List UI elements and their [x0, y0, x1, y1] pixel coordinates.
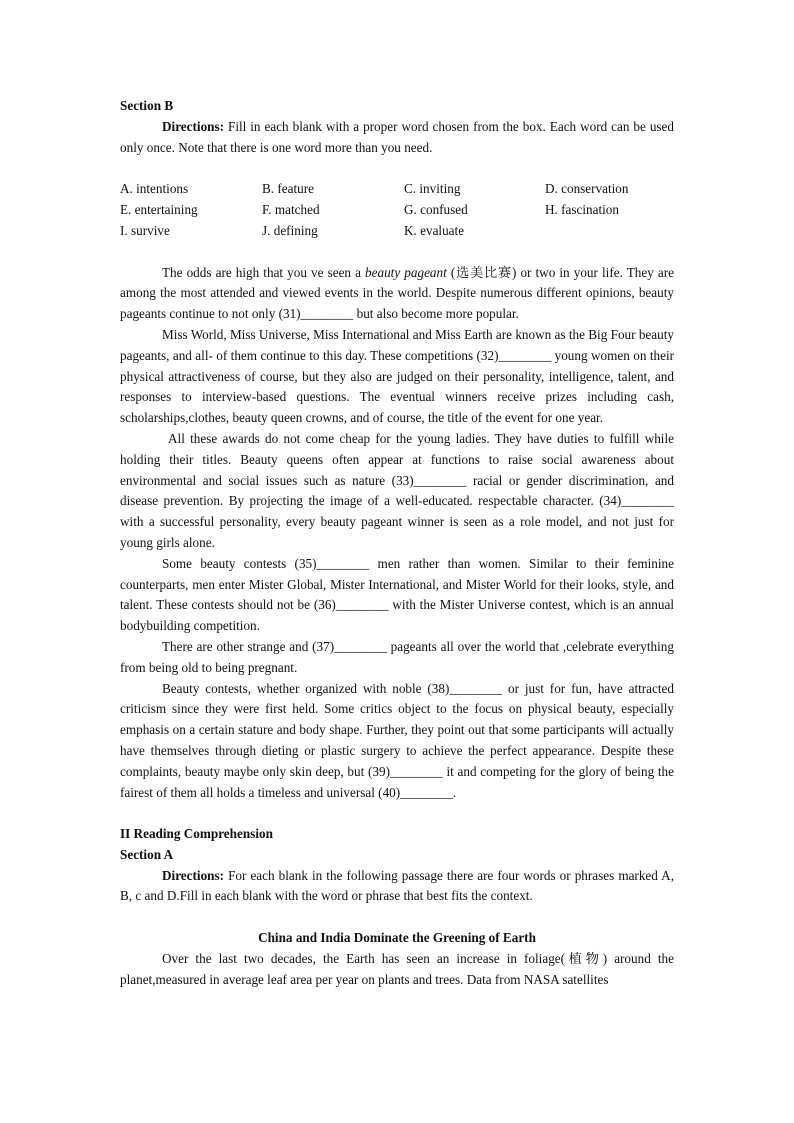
article-title: China and India Dominate the Greening of Earth [258, 930, 536, 946]
option-i: I. survive [120, 222, 170, 238]
p1-text-a: The odds are high that you ve seen a [162, 264, 366, 280]
document-content [120, 96, 674, 991]
option-f: F. matched [262, 202, 320, 218]
option-j: J. defining [262, 222, 318, 238]
passage-paragraph-1 [120, 263, 674, 325]
directions-label: Directions: [162, 118, 225, 134]
section-a-heading: Section A [120, 846, 174, 862]
option-a: A. intentions [120, 181, 189, 197]
section-a-directions [120, 866, 674, 908]
option-c: C. inviting [404, 181, 461, 197]
word-options [120, 179, 674, 241]
option-e: E. entertaining [120, 202, 198, 218]
article-paragraph-1: Over the last two decades, the Earth has seen an increase in foliage(植物) around the planet,measured in average leaf area per year on plants and trees. Data from NASA satellites [120, 951, 674, 987]
p1-text-b: (选美比赛) or two in your life. They are among the most attended and viewed events in the world. Despite numerous different opinions, beauty pageants continue to not only (31)________ but also become more popular. [120, 264, 675, 322]
directions-label-2: Directions: [162, 867, 225, 883]
option-k: K. evaluate [404, 222, 465, 238]
passage-paragraph-5: There are other strange and (37)________ pageants all over the world that ,celebrate everything from being old to being pregnant. [120, 638, 674, 675]
passage-paragraph-2: Miss World, Miss Universe, Miss International and Miss Earth are known as the Big Four beauty pageants, and all- of them continue to this day. These competitions (32)________ young women on their physical attractiveness of course, but they also are judged on their personality, intelligence, talent, and responses to interview-based questions. The eventual winners receive prizes including cash, scholarships,clothes, beauty queen crowns, and of course, the title of the event for one year. [120, 326, 674, 426]
option-d: D. conservation [545, 181, 629, 197]
part-2-heading: II Reading Comprehension [120, 826, 273, 842]
section-b-directions [120, 117, 674, 159]
option-h: H. fascination [545, 202, 619, 218]
directions-text-2: For each blank in the following passage there are four words or phrases marked A, B, c and D.Fill in each blank with the word or phrase that best fits the context. [120, 867, 674, 904]
option-b: B. feature [262, 181, 314, 197]
p1-italic-term: beauty pageant [365, 264, 447, 280]
section-b-heading: Section B [120, 98, 174, 113]
directions-text: Fill in each blank with a proper word chosen from the box. Each word can be used only once. Note that there is one word more than you need. [120, 118, 674, 155]
passage-paragraph-6: Beauty contests, whether organized with noble (38)________ or just for fun, have attracted criticism since they were first held. Some critics object to the focus on physical beauty, especially emphasis on a certain stature and body shape. Further, they point out that some participants will actually have themselves through dieting or plastic surgery to achieve the perfect appearance. Despite these complaints, beauty maybe only skin deep, but (39)________ it and competing for the glory of being the fairest of them all holds a timeless and universal (40)________. [120, 680, 674, 800]
option-g: G. confused [404, 202, 468, 218]
passage-paragraph-4: Some beauty contests (35)________ men rather than women. Similar to their feminine counterparts, men enter Mister Global, Mister International, and Mister World for their looks, style, and talent. These contests should not be (36)________ with the Mister Universe contest, which is an annual bodybuilding competition. [120, 555, 674, 634]
passage-paragraph-3: All these awards do not come cheap for the young ladies. They have duties to fulfill while holding their titles. Beauty queens often appear at functions to raise social awareness about environmental and social issues such as nature (33)________ racial or gender discrimination, and disease prevention. By projecting the image of a well-educated. respectable character. (34)________ with a successful personality, every beauty pageant winner is seen as a role model, and not just for young girls alone. [120, 430, 674, 550]
